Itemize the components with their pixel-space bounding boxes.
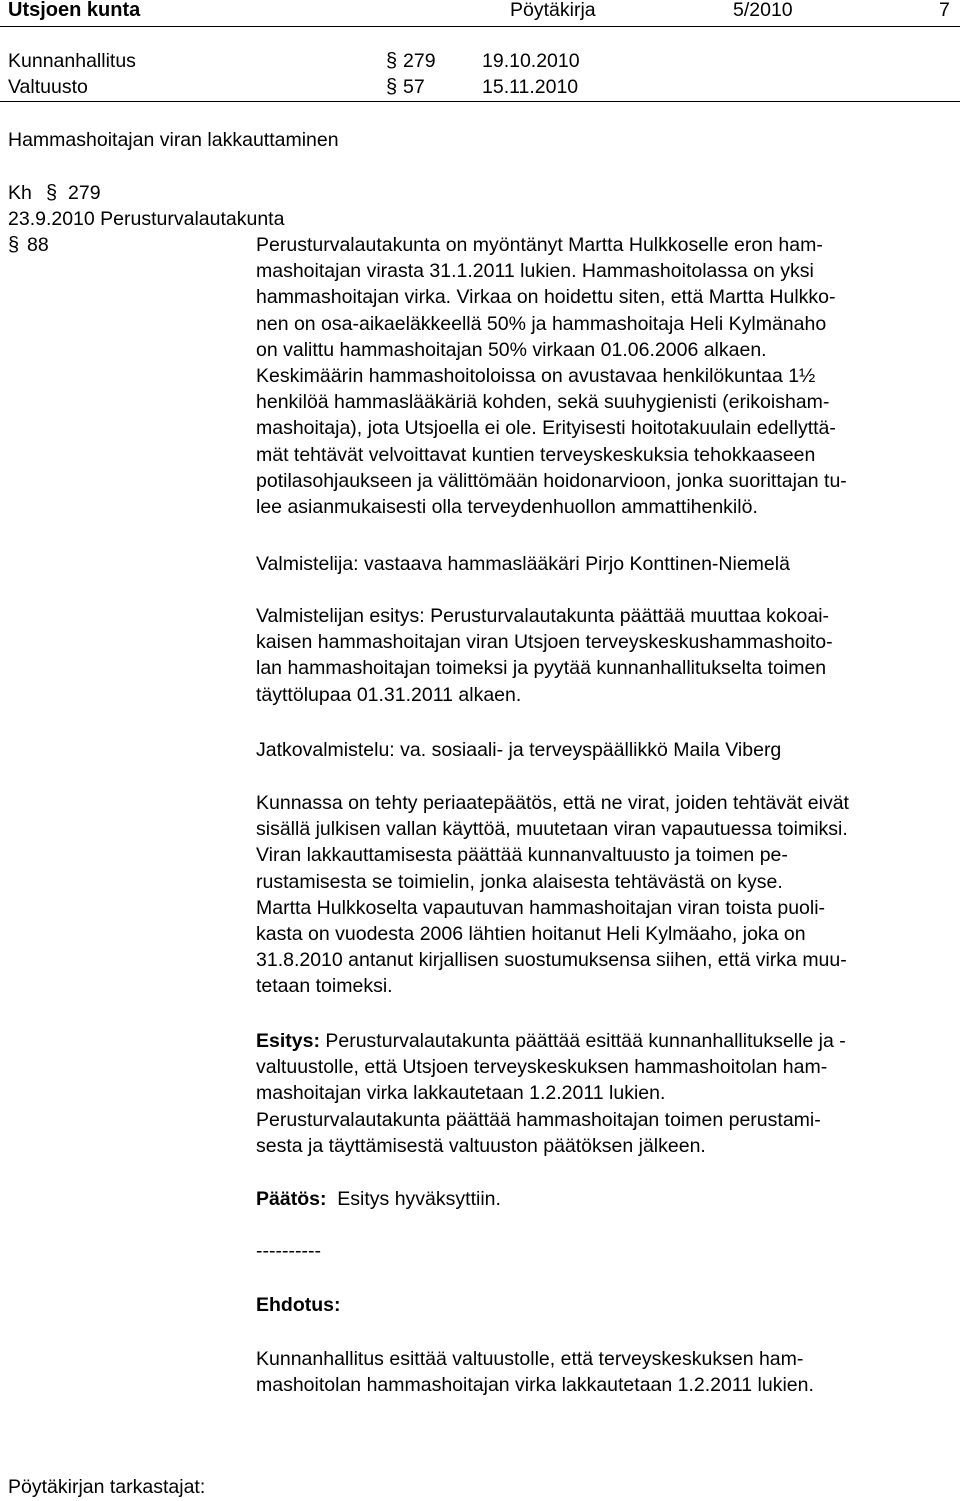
municipality-name: Utsjoen kunta xyxy=(8,0,141,21)
text-line: Valmistelija: vastaava hammaslääkäri Pirjo Konttinen-Niemelä xyxy=(256,553,790,575)
ehdotus-paragraph xyxy=(256,1346,956,1398)
proposal-paragraph xyxy=(256,603,956,708)
esitys-paragraph xyxy=(256,1028,956,1159)
section-number: 57 xyxy=(403,76,425,98)
text-line xyxy=(256,1186,956,1212)
paatos-text: Esitys hyväksyttiin. xyxy=(326,1188,501,1210)
footer-label: Pöytäkirjan tarkastajat: xyxy=(8,1476,206,1498)
text-line: Jatkovalmistelu: va. sosiaali- ja terveyspäällikkö Maila Viberg xyxy=(256,739,782,761)
text-line: täyttölupaa 01.31.2011 alkaen. xyxy=(256,683,522,706)
document-number: 5/2010 xyxy=(733,0,793,21)
paatos-line xyxy=(256,1186,956,1212)
text-line: tetaan toimeksi. xyxy=(256,975,393,998)
text-line: Valmistelijan esitys: Perusturvalautakunta päättää muuttaa kokoai- xyxy=(256,605,830,627)
text-line: Perusturvalautakunta on myöntänyt Martta Hulkkoselle eron ham- xyxy=(256,234,823,256)
separator xyxy=(256,1238,956,1264)
text-line: nen on osa-aikaeläkkeellä 50% ja hammashoitaja Heli Kylmänaho xyxy=(256,312,827,335)
matter-title: Hammashoitajan viran lakkauttaminen xyxy=(8,129,339,151)
kh-label: Kh xyxy=(8,182,32,204)
text-line: mashoitajan virka lakkautetaan 1.2.2011 lukien. xyxy=(256,1082,666,1105)
text-line: Kunnassa on tehty periaatepäätös, että ne virat, joiden tehtävät eivät xyxy=(256,792,849,814)
meeting-date: 15.11.2010 xyxy=(482,76,579,98)
esitys-label: Esitys: xyxy=(256,1030,320,1052)
text-line: Perusturvalautakunta päättää hammashoitajan toimen perustami- xyxy=(256,1108,821,1131)
preparer-line xyxy=(256,551,956,577)
section-number: 279 xyxy=(403,50,436,72)
esitys-text: Perusturvalautakunta päättää esittää kunnanhallitukselle ja - xyxy=(319,1030,846,1052)
separator-text: ---------- xyxy=(256,1240,321,1262)
continued-prep-line xyxy=(256,737,956,763)
text-line: hammashoitajan virka. Virkaa on hoidettu siten, että Martta Hulkko- xyxy=(256,286,836,309)
body-name: Kunnanhallitus xyxy=(8,50,136,72)
prt-number: 88 xyxy=(27,234,49,256)
prt-date-label: 23.9.2010 Perusturvalautakunta xyxy=(8,208,285,230)
ehdotus-heading xyxy=(256,1292,956,1318)
paatos-label: Päätös: xyxy=(256,1188,327,1210)
section-symbol: § xyxy=(8,234,20,256)
text-line: mät tehtävät velvoittavat kuntien terveyskeskuksia tehokkaaseen xyxy=(256,443,816,466)
text-line xyxy=(256,1028,956,1054)
text-line: mashoitajan virasta 31.1.2011 lukien. Hammashoitolassa on yksi xyxy=(256,260,814,283)
text-line: potilasohjaukseen ja välittömään hoidonarvioon, jonka suorittajan tu- xyxy=(256,469,847,492)
text-line: rustamisesta se toimielin, jonka alaisesta tehtävästä on kyse. xyxy=(256,870,783,893)
ehdotus-label: Ehdotus: xyxy=(256,1294,341,1316)
meeting-date: 19.10.2010 xyxy=(482,50,580,72)
section-symbol: § xyxy=(386,76,398,98)
text-line: Kunnanhallitus esittää valtuustolle, että terveyskeskuksen ham- xyxy=(256,1348,804,1370)
kh-number: 279 xyxy=(68,182,101,204)
text-line: Martta Hulkkoselta vapautuvan hammashoitajan viran toista puoli- xyxy=(256,896,826,919)
text-line: 31.8.2010 antanut kirjallisen suostumuksensa siihen, että virka muu- xyxy=(256,949,847,972)
principle-paragraph xyxy=(256,790,956,1000)
text-line: henkilöä hammaslääkäriä kohden, sekä suuhygienisti (erikoisham- xyxy=(256,391,830,414)
section-symbol: § xyxy=(386,50,398,72)
text-line: lee asianmukaisesti olla terveydenhuollon ammattihenkilö. xyxy=(256,496,758,519)
text-line: sisällä julkisen vallan käyttöä, muutetaan viran vapautuessa toimiksi. xyxy=(256,818,848,841)
text-line: sesta ja täyttämisestä valtuuston päätöksen jälkeen. xyxy=(256,1134,706,1157)
text-line: kasta on vuodesta 2006 lähtien hoitanut Heli Kylmäaho, joka on xyxy=(256,923,806,946)
text-line: mashoitaja), jota Utsjoella ei ole. Erityisesti hoitotakuulain edellyttä- xyxy=(256,417,836,440)
text-line: on valittu hammashoitajan 50% virkaan 01.06.2006 alkaen. xyxy=(256,338,767,361)
text-line: Keskimäärin hammashoitoloissa on avustavaa henkilökuntaa 1½ xyxy=(256,365,816,388)
text-line: mashoitolan hammashoitajan virka lakkautetaan 1.2.2011 lukien. xyxy=(256,1374,814,1397)
header-rule xyxy=(0,26,960,27)
bodies-rule xyxy=(0,101,960,102)
text-line: valtuustolle, että Utsjoen terveyskeskuksen hammashoitolan ham- xyxy=(256,1056,828,1079)
text-line: lan hammashoitajan toimeksi ja pyytää kunnanhallitukselta toimen xyxy=(256,657,827,680)
page-number: 7 xyxy=(939,0,950,21)
document-type: Pöytäkirja xyxy=(510,0,596,21)
section-symbol: § xyxy=(46,182,58,204)
body-name: Valtuusto xyxy=(8,76,88,98)
text-line: kaisen hammashoitajan viran Utsjoen terveyskeskushammashoito- xyxy=(256,631,833,654)
intro-paragraph xyxy=(256,232,956,520)
text-line: Viran lakkauttamisesta päättää kunnanvaltuusto ja toimen pe- xyxy=(256,844,788,867)
